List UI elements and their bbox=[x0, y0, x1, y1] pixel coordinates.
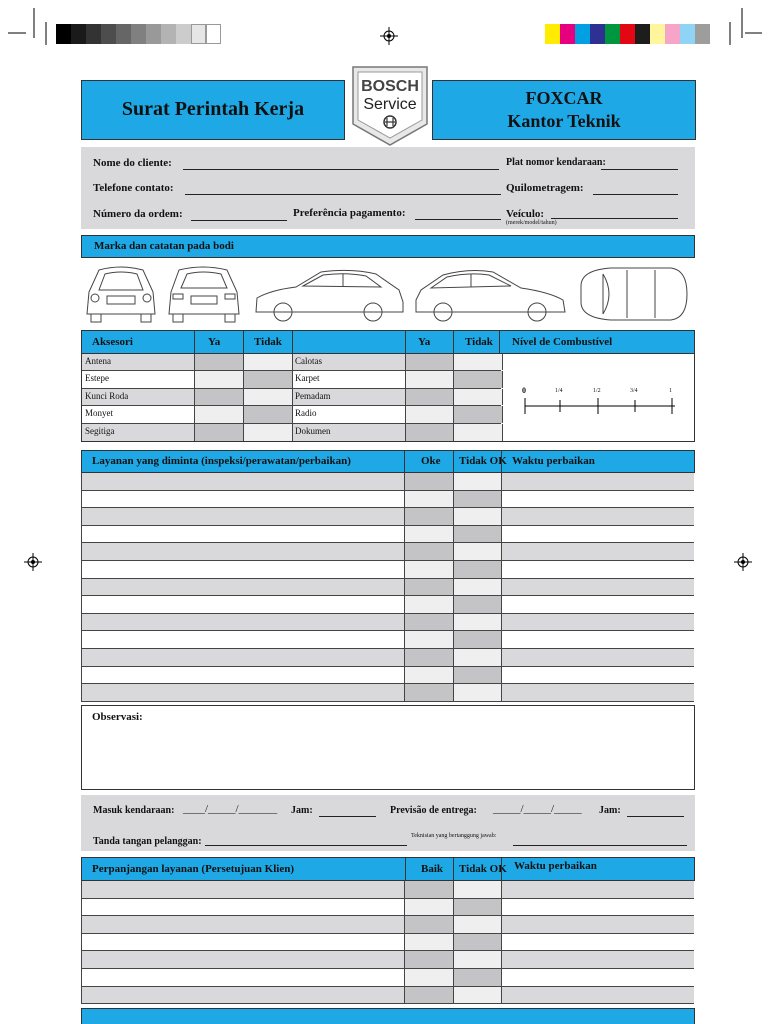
row-time-cell[interactable] bbox=[501, 543, 694, 560]
company-name: FOXCAR bbox=[525, 88, 603, 108]
row-description-cell[interactable] bbox=[82, 614, 404, 631]
row-time-cell[interactable] bbox=[501, 631, 694, 648]
plate-field[interactable] bbox=[601, 169, 678, 170]
color-calibration-bar bbox=[545, 0, 725, 50]
table-row bbox=[81, 969, 694, 987]
entry-time-field[interactable] bbox=[319, 816, 376, 817]
row-time-cell[interactable] bbox=[501, 649, 694, 666]
row-description-cell[interactable] bbox=[82, 631, 404, 648]
bosch-service-logo bbox=[352, 66, 428, 146]
row-time-cell[interactable] bbox=[501, 916, 694, 933]
accessories-header-yes: Ya bbox=[208, 336, 221, 348]
row-not-ok-cell[interactable] bbox=[453, 579, 501, 596]
row-ok-cell[interactable] bbox=[404, 614, 453, 631]
accessory-left-label: Antena bbox=[85, 356, 111, 366]
row-not-ok-cell[interactable] bbox=[453, 649, 501, 666]
table-row bbox=[81, 881, 694, 899]
row-ok-cell[interactable] bbox=[404, 491, 453, 508]
entry-label: Masuk kendaraan: bbox=[93, 805, 175, 816]
forecast-date-field[interactable]: _____/_____/_____ bbox=[493, 803, 582, 815]
accessories-header-item: Aksesori bbox=[92, 336, 133, 348]
footer-bar bbox=[81, 1008, 695, 1024]
row-description-cell[interactable] bbox=[82, 969, 404, 986]
company-box bbox=[432, 80, 696, 140]
row-description-cell[interactable] bbox=[82, 881, 404, 898]
row-ok-cell[interactable] bbox=[404, 684, 453, 701]
accessory-row bbox=[82, 406, 501, 423]
row-not-ok-cell[interactable] bbox=[453, 969, 501, 986]
row-description-cell[interactable] bbox=[82, 596, 404, 613]
registration-target-icon bbox=[380, 27, 398, 45]
table-row bbox=[81, 614, 694, 632]
fuel-gauge[interactable] bbox=[513, 384, 683, 424]
accessory-right-label: Radio bbox=[295, 408, 317, 419]
row-ok-cell[interactable] bbox=[404, 526, 453, 543]
registration-target-icon bbox=[24, 553, 42, 571]
row-ok-cell[interactable] bbox=[404, 987, 453, 1004]
row-not-ok-cell[interactable] bbox=[453, 526, 501, 543]
table-row bbox=[81, 596, 694, 614]
row-not-ok-cell[interactable] bbox=[453, 987, 501, 1004]
row-not-ok-cell[interactable] bbox=[453, 473, 501, 490]
accessory-right-no-cell[interactable] bbox=[453, 371, 503, 387]
row-description-cell[interactable] bbox=[82, 667, 404, 684]
row-description-cell[interactable] bbox=[82, 508, 404, 525]
row-not-ok-cell[interactable] bbox=[453, 881, 501, 898]
row-time-cell[interactable] bbox=[501, 561, 694, 578]
accessory-left-yes-cell[interactable] bbox=[194, 354, 244, 370]
accessory-right-label: Calotas bbox=[295, 356, 322, 366]
table-row bbox=[81, 508, 694, 526]
row-time-cell[interactable] bbox=[501, 579, 694, 596]
row-ok-cell[interactable] bbox=[404, 579, 453, 596]
accessory-left-label: Monyet bbox=[85, 408, 113, 419]
table-row bbox=[81, 631, 694, 649]
row-time-cell[interactable] bbox=[501, 899, 694, 916]
vehicle-label: Veículo: bbox=[506, 208, 545, 220]
row-ok-cell[interactable] bbox=[404, 916, 453, 933]
services-header-ok: Oke bbox=[421, 455, 441, 467]
row-time-cell[interactable] bbox=[501, 473, 694, 490]
row-ok-cell[interactable] bbox=[404, 561, 453, 578]
row-time-cell[interactable] bbox=[501, 667, 694, 684]
logo-bosch-text: BOSCH bbox=[361, 78, 419, 95]
row-description-cell[interactable] bbox=[82, 684, 404, 701]
services-header-time: Waktu perbaikan bbox=[512, 455, 595, 467]
row-ok-cell[interactable] bbox=[404, 508, 453, 525]
row-description-cell[interactable] bbox=[82, 916, 404, 933]
row-description-cell[interactable] bbox=[82, 473, 404, 490]
table-row bbox=[81, 491, 694, 509]
signature-label: Tanda tangan pelanggan: bbox=[93, 836, 202, 847]
accessories-header bbox=[81, 330, 500, 354]
body-marks-title: Marka dan catatan pada bodi bbox=[94, 240, 234, 252]
accessory-left-no-cell[interactable] bbox=[243, 406, 293, 422]
row-ok-cell[interactable] bbox=[404, 899, 453, 916]
accessory-left-yes-cell[interactable] bbox=[194, 424, 244, 441]
title-box bbox=[81, 80, 345, 140]
row-not-ok-cell[interactable] bbox=[453, 543, 501, 560]
table-row bbox=[81, 934, 694, 952]
row-ok-cell[interactable] bbox=[404, 543, 453, 560]
row-time-cell[interactable] bbox=[501, 881, 694, 898]
accessory-right-label: Dokumen bbox=[295, 425, 331, 436]
client-name-label: Nome do cliente: bbox=[93, 157, 172, 169]
accessory-right-yes-cell[interactable] bbox=[405, 371, 454, 387]
row-time-cell[interactable] bbox=[501, 987, 694, 1004]
row-description-cell[interactable] bbox=[82, 491, 404, 508]
plate-label: Plat nomor kendaraan: bbox=[506, 157, 606, 168]
row-time-cell[interactable] bbox=[501, 596, 694, 613]
vehicle-entry-panel bbox=[81, 795, 695, 851]
row-not-ok-cell[interactable] bbox=[453, 508, 501, 525]
accessory-row bbox=[82, 354, 501, 371]
row-description-cell[interactable] bbox=[82, 987, 404, 1004]
extension-header-not-ok: Tidak OK bbox=[459, 863, 507, 875]
registration-target-icon bbox=[734, 553, 752, 571]
row-description-cell[interactable] bbox=[82, 649, 404, 666]
row-ok-cell[interactable] bbox=[404, 596, 453, 613]
accessories-header-yes2: Ya bbox=[418, 336, 431, 348]
row-time-cell[interactable] bbox=[501, 526, 694, 543]
row-time-cell[interactable] bbox=[501, 969, 694, 986]
row-not-ok-cell[interactable] bbox=[453, 631, 501, 648]
car-diagrams[interactable] bbox=[81, 262, 695, 326]
row-description-cell[interactable] bbox=[82, 899, 404, 916]
row-not-ok-cell[interactable] bbox=[453, 561, 501, 578]
extension-header bbox=[81, 857, 695, 881]
forecast-label: Previsão de entrega: bbox=[390, 805, 477, 816]
row-not-ok-cell[interactable] bbox=[453, 899, 501, 916]
department-name: Kantor Teknik bbox=[507, 111, 621, 131]
fuel-header-text: Nível de Combustível bbox=[512, 336, 613, 348]
row-not-ok-cell[interactable] bbox=[453, 934, 501, 951]
fuel-header bbox=[500, 330, 695, 354]
row-ok-cell[interactable] bbox=[404, 951, 453, 968]
accessory-left-no-cell[interactable] bbox=[243, 371, 293, 387]
table-row bbox=[81, 579, 694, 597]
order-number-field[interactable] bbox=[191, 220, 287, 221]
order-number-label: Número da ordem: bbox=[93, 208, 183, 220]
fuel-tick-3: 3/4 bbox=[630, 388, 638, 394]
accessories-table bbox=[81, 330, 695, 442]
row-not-ok-cell[interactable] bbox=[453, 667, 501, 684]
signature-field[interactable] bbox=[205, 845, 407, 846]
table-row bbox=[81, 526, 694, 544]
technician-field[interactable] bbox=[513, 845, 687, 846]
row-time-cell[interactable] bbox=[501, 934, 694, 951]
vehicle-hint: (merek/model/tahun) bbox=[506, 220, 557, 226]
row-description-cell[interactable] bbox=[82, 543, 404, 560]
accessory-right-no-cell[interactable] bbox=[453, 424, 503, 441]
accessory-right-label: Karpet bbox=[295, 373, 320, 384]
fuel-tick-0: 0 bbox=[522, 386, 526, 395]
accessory-left-no-cell[interactable] bbox=[243, 389, 293, 405]
row-not-ok-cell[interactable] bbox=[453, 614, 501, 631]
row-description-cell[interactable] bbox=[82, 951, 404, 968]
accessory-right-yes-cell[interactable] bbox=[405, 406, 454, 422]
client-name-field[interactable] bbox=[183, 169, 499, 170]
row-description-cell[interactable] bbox=[82, 934, 404, 951]
form-title: Surat Perintah Kerja bbox=[121, 98, 305, 120]
row-ok-cell[interactable] bbox=[404, 969, 453, 986]
phone-field[interactable] bbox=[185, 194, 501, 195]
extension-header-desc: Perpanjangan layanan (Persetujuan Klien) bbox=[92, 863, 294, 875]
row-ok-cell[interactable] bbox=[404, 934, 453, 951]
row-not-ok-cell[interactable] bbox=[453, 916, 501, 933]
accessory-right-yes-cell[interactable] bbox=[405, 354, 454, 370]
observations-box[interactable] bbox=[81, 705, 695, 790]
table-row bbox=[81, 561, 694, 579]
row-time-cell[interactable] bbox=[501, 491, 694, 508]
table-row bbox=[81, 916, 694, 934]
car-outline-icon bbox=[81, 262, 695, 326]
accessory-left-label: Estepe bbox=[85, 373, 109, 384]
accessory-left-label: Kunci Roda bbox=[85, 390, 129, 401]
fuel-tick-1: 1/4 bbox=[555, 388, 563, 394]
forecast-time-label: Jam: bbox=[599, 805, 621, 816]
accessories-header-no2: Tidak bbox=[465, 336, 493, 348]
services-header bbox=[81, 450, 695, 473]
payment-pref-field[interactable] bbox=[415, 219, 501, 220]
forecast-time-field[interactable] bbox=[627, 816, 684, 817]
row-ok-cell[interactable] bbox=[404, 881, 453, 898]
technician-label: Teknisian yang bertanggung jawab: bbox=[411, 833, 497, 839]
mileage-label: Quilometragem: bbox=[506, 182, 584, 194]
accessory-right-label: Pemadam bbox=[295, 390, 331, 401]
accessory-row bbox=[82, 389, 501, 406]
accessory-right-no-cell[interactable] bbox=[453, 406, 503, 422]
row-description-cell[interactable] bbox=[82, 579, 404, 596]
table-row bbox=[81, 473, 694, 491]
accessory-right-yes-cell[interactable] bbox=[405, 389, 454, 405]
fuel-tick-4: 1 bbox=[669, 388, 672, 394]
row-ok-cell[interactable] bbox=[404, 473, 453, 490]
grayscale-calibration-bar bbox=[56, 0, 236, 50]
row-ok-cell[interactable] bbox=[404, 667, 453, 684]
accessory-row bbox=[82, 424, 501, 441]
row-ok-cell[interactable] bbox=[404, 649, 453, 666]
entry-time-label: Jam: bbox=[291, 805, 313, 816]
row-time-cell[interactable] bbox=[501, 684, 694, 701]
accessory-left-no-cell[interactable] bbox=[243, 354, 293, 370]
row-description-cell[interactable] bbox=[82, 561, 404, 578]
row-not-ok-cell[interactable] bbox=[453, 491, 501, 508]
body-marks-header bbox=[81, 235, 695, 258]
phone-label: Telefone contato: bbox=[93, 182, 174, 194]
accessory-left-yes-cell[interactable] bbox=[194, 406, 244, 422]
table-row bbox=[81, 951, 694, 969]
row-time-cell[interactable] bbox=[501, 951, 694, 968]
extension-header-ok: Baik bbox=[421, 863, 444, 875]
accessories-header-no: Tidak bbox=[254, 336, 282, 348]
row-not-ok-cell[interactable] bbox=[453, 684, 501, 701]
observations-label: Observasi: bbox=[92, 711, 143, 723]
extension-header-time: Waktu perbaikan bbox=[514, 860, 597, 872]
accessory-right-no-cell[interactable] bbox=[453, 354, 503, 370]
accessory-left-yes-cell[interactable] bbox=[194, 371, 244, 387]
table-row bbox=[81, 684, 694, 702]
mileage-field[interactable] bbox=[593, 194, 678, 195]
table-row bbox=[81, 543, 694, 561]
services-header-desc: Layanan yang diminta (inspeksi/perawatan/perbaikan) bbox=[92, 455, 351, 467]
accessory-right-yes-cell[interactable] bbox=[405, 424, 454, 441]
accessory-left-no-cell[interactable] bbox=[243, 424, 293, 441]
row-time-cell[interactable] bbox=[501, 614, 694, 631]
entry-date-field[interactable]: ____/_____/_______ bbox=[183, 803, 278, 815]
services-header-not-ok: Tidak OK bbox=[459, 455, 507, 467]
row-description-cell[interactable] bbox=[82, 526, 404, 543]
table-row bbox=[81, 899, 694, 917]
logo-service-text: Service bbox=[363, 96, 417, 113]
table-row bbox=[81, 649, 694, 667]
table-row bbox=[81, 667, 694, 685]
client-info-panel bbox=[81, 147, 695, 229]
row-ok-cell[interactable] bbox=[404, 631, 453, 648]
accessory-left-label: Segitiga bbox=[85, 425, 115, 436]
table-row bbox=[81, 987, 694, 1005]
accessory-left-yes-cell[interactable] bbox=[194, 389, 244, 405]
accessory-right-no-cell[interactable] bbox=[453, 389, 503, 405]
row-not-ok-cell[interactable] bbox=[453, 951, 501, 968]
vehicle-field[interactable] bbox=[551, 218, 678, 219]
fuel-tick-2: 1/2 bbox=[593, 388, 601, 394]
row-time-cell[interactable] bbox=[501, 508, 694, 525]
payment-pref-label: Preferência pagamento: bbox=[293, 207, 406, 219]
row-not-ok-cell[interactable] bbox=[453, 596, 501, 613]
accessory-row bbox=[82, 371, 501, 388]
